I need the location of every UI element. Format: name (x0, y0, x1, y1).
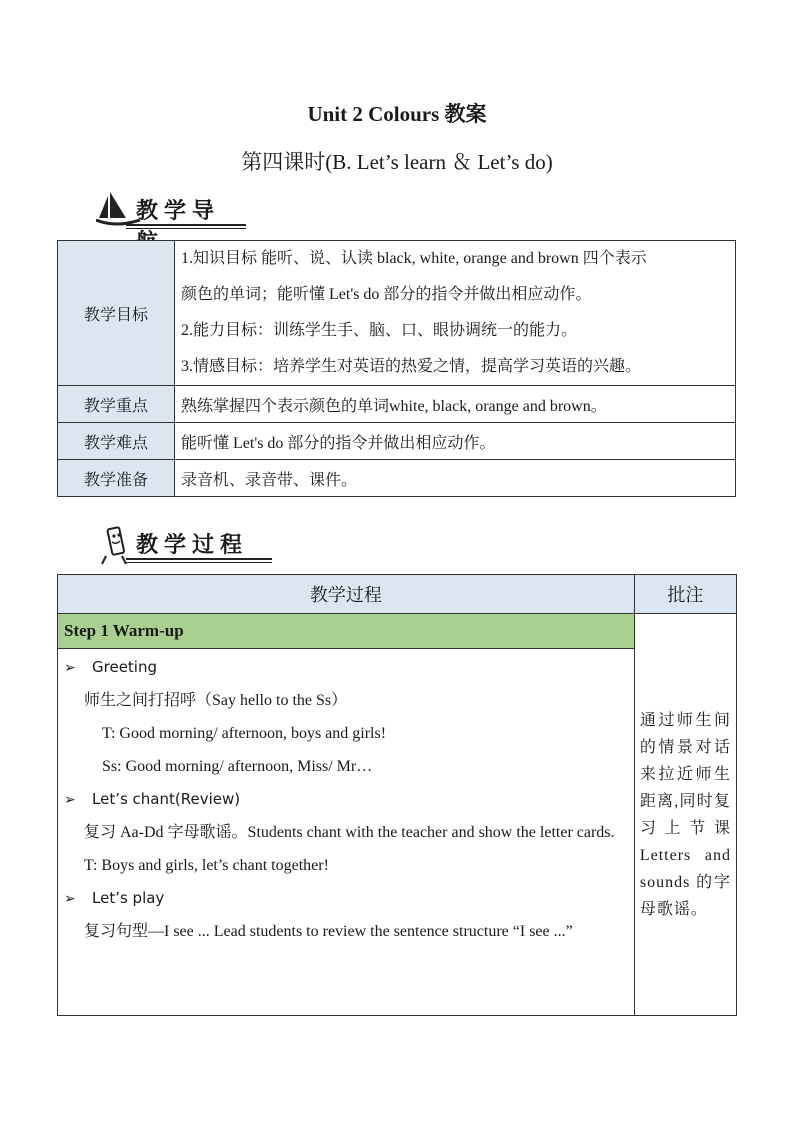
section-underline (126, 558, 272, 560)
overview-table (57, 240, 736, 497)
column-header-process: 教学过程 (58, 575, 635, 614)
arrow-bullet-icon: ➢ (64, 891, 76, 907)
section-underline (126, 224, 246, 226)
section-label: 教学过程 (136, 533, 249, 558)
row-value: 能听懂 Let's do 部分的指令并做出相应动作。 (175, 423, 736, 460)
table-row (58, 460, 736, 497)
step-body (58, 649, 635, 1016)
annotation-cell: 通过师生间的情景对话来拉近师生距离,同时复习上节课 Letters and sounds 的字母歌谣。 (634, 614, 736, 1016)
goal-line: 1.知识目标 能听、说、认读 black, white, orange and brown 四个表示 (181, 250, 647, 267)
body-paragraph: 复习句型—I see ... Lead students to review the sentence structure “I see ...” (84, 923, 573, 940)
row-key: 教学准备 (58, 460, 175, 497)
goal-line: 3.情感目标：培养学生对英语的热爱之情，提高学习英语的兴趣。 (181, 358, 642, 375)
bullet-label: Greeting (92, 658, 157, 676)
page-title: Unit 2 Colours 教案 (307, 102, 487, 126)
process-table (57, 574, 737, 1016)
body-line: T: Good morning/ afternoon, boys and girls! (102, 725, 387, 742)
body-line: Ss: Good morning/ afternoon, Miss/ Mr… (102, 758, 373, 775)
bullet-item (64, 651, 628, 684)
section-heading-guide (96, 188, 246, 232)
table-row (58, 386, 736, 423)
column-header-notes: 批注 (634, 575, 736, 614)
arrow-bullet-icon: ➢ (64, 792, 76, 808)
section-underline-thin (126, 562, 272, 563)
section-heading-process (96, 522, 272, 566)
row-key: 教学难点 (58, 423, 175, 460)
bullet-label: Let’s chant(Review) (92, 790, 241, 808)
goal-line: 颜色的单词；能听懂 Let's do 部分的指令并做出相应动作。 (181, 286, 592, 303)
body-line: T: Boys and girls, let’s chant together! (84, 857, 329, 874)
body-line: 师生之间打招呼（Say hello to the Ss） (84, 692, 348, 709)
step-heading: Step 1 Warm-up (58, 614, 635, 649)
bullet-label: Let’s play (92, 889, 165, 907)
goals-cell (175, 241, 736, 386)
table-row (58, 241, 736, 386)
arrow-bullet-icon: ➢ (64, 660, 76, 676)
bullet-item (64, 783, 628, 816)
table-row (58, 614, 737, 649)
page-subtitle: 第四课时(B. Let’s learn ＆ Let’s do) (241, 150, 553, 174)
row-value: 录音机、录音带、课件。 (175, 460, 736, 497)
table-header-row (58, 575, 737, 614)
goal-line: 2.能力目标：训练学生手、脑、口、眼协调统一的能力。 (181, 322, 578, 339)
section-label: 教学导 (136, 199, 221, 224)
row-value: 熟练掌握四个表示颜色的单词white, black, orange and brown。 (175, 386, 736, 423)
section-underline-thin (126, 228, 246, 229)
table-row (58, 423, 736, 460)
row-key: 教学目标 (58, 241, 175, 386)
bullet-item (64, 882, 628, 915)
body-paragraph: 复习 Aa-Dd 字母歌谣。Students chant with the teacher and show the letter cards. (84, 824, 615, 841)
row-key: 教学重点 (58, 386, 175, 423)
